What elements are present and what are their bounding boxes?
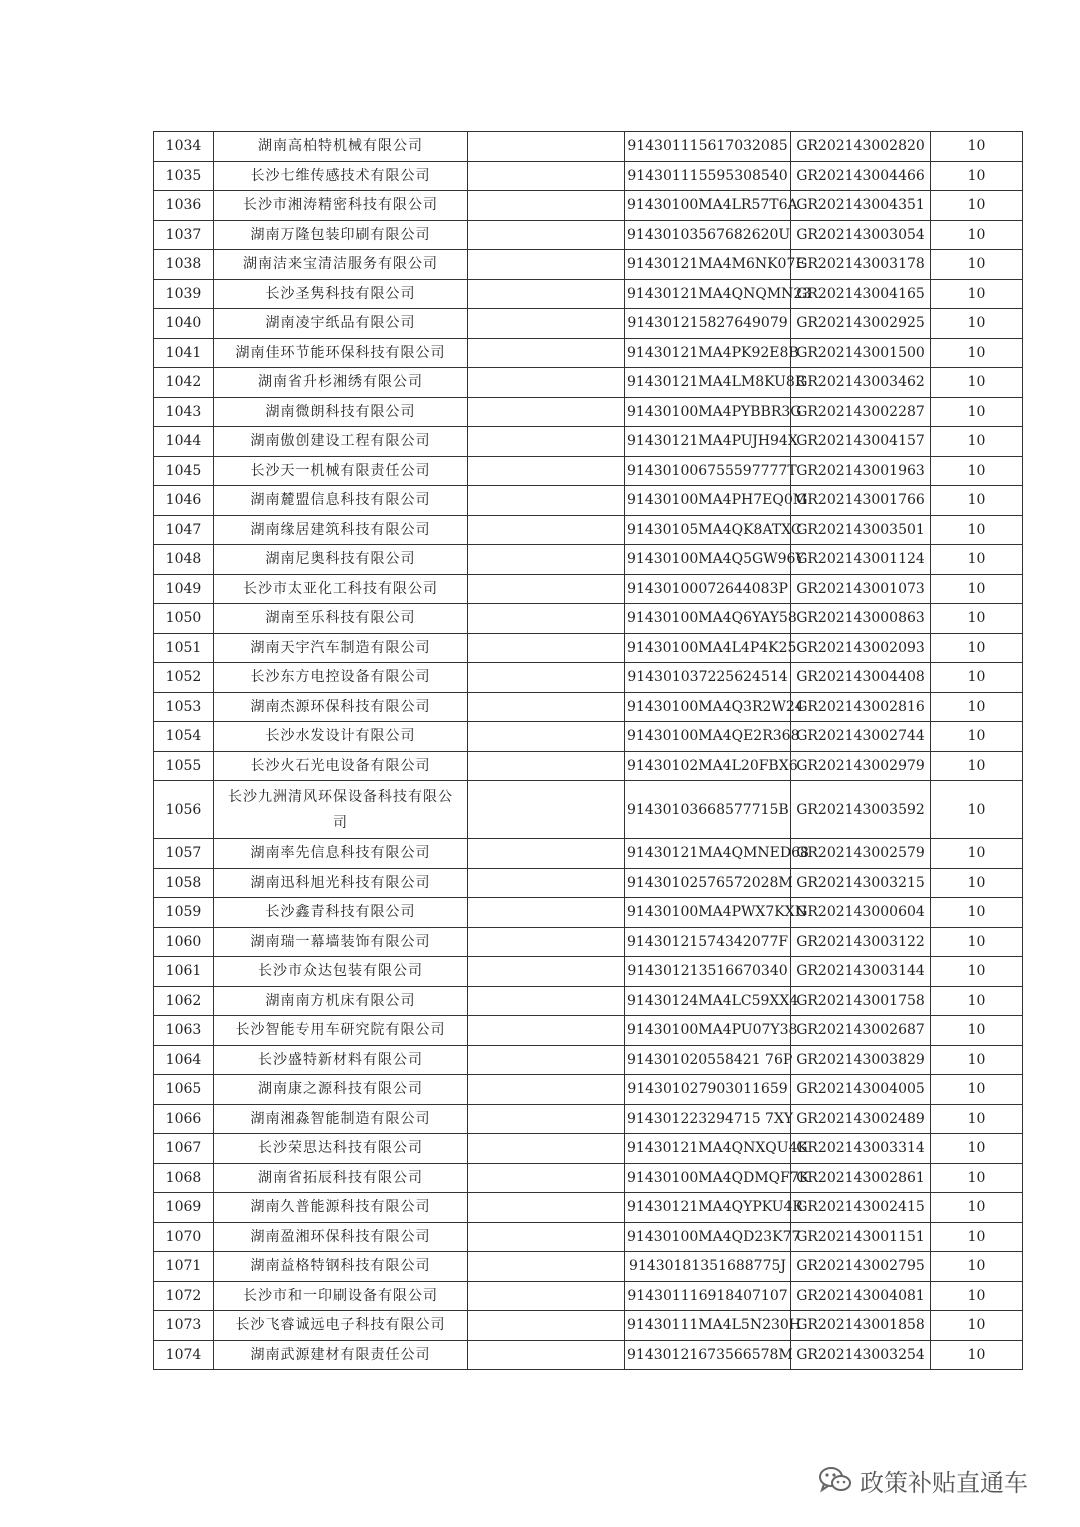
row-number-cell: 1056 bbox=[154, 781, 214, 839]
row-number-cell: 1053 bbox=[154, 692, 214, 722]
table-row bbox=[154, 279, 1023, 309]
credit-code-cell: 91430121574342077F bbox=[625, 927, 791, 957]
company-name-cell: 湖南洁来宝清洁服务有限公司 bbox=[214, 250, 468, 280]
credit-code-cell: 91430100MA4Q5GW96Y bbox=[625, 545, 791, 575]
table-row bbox=[154, 1016, 1023, 1046]
table-row bbox=[154, 957, 1023, 987]
blank-cell bbox=[468, 545, 625, 575]
blank-cell bbox=[468, 515, 625, 545]
row-number-cell: 1057 bbox=[154, 839, 214, 869]
company-name-cell: 长沙智能专用车研究院有限公司 bbox=[214, 1016, 468, 1046]
row-number-cell: 1058 bbox=[154, 868, 214, 898]
blank-cell bbox=[468, 220, 625, 250]
table-row bbox=[154, 604, 1023, 634]
credit-code-cell: 91430121MA4M6NK07E bbox=[625, 250, 791, 280]
blank-cell bbox=[468, 986, 625, 1016]
certificate-number-cell: GR202143003054 bbox=[791, 220, 931, 250]
blank-cell bbox=[468, 898, 625, 928]
blank-cell bbox=[468, 663, 625, 693]
row-number-cell: 1051 bbox=[154, 633, 214, 663]
credit-code-cell: 91430181351688775J bbox=[625, 1252, 791, 1282]
watermark-text: 政策补贴直通车 bbox=[860, 1468, 1028, 1497]
certificate-number-cell: GR202143002820 bbox=[791, 132, 931, 162]
score-cell: 10 bbox=[931, 1134, 1023, 1164]
certificate-number-cell: GR202143002795 bbox=[791, 1252, 931, 1282]
credit-code-cell: 91430121MA4LM8KU8R bbox=[625, 368, 791, 398]
table-row bbox=[154, 132, 1023, 162]
table-row bbox=[154, 663, 1023, 693]
credit-code-cell: 914301027903011659 bbox=[625, 1075, 791, 1105]
score-cell: 10 bbox=[931, 545, 1023, 575]
row-number-cell: 1046 bbox=[154, 486, 214, 516]
blank-cell bbox=[468, 1104, 625, 1134]
table-row bbox=[154, 1045, 1023, 1075]
row-number-cell: 1066 bbox=[154, 1104, 214, 1134]
row-number-cell: 1040 bbox=[154, 309, 214, 339]
table-row bbox=[154, 751, 1023, 781]
score-cell: 10 bbox=[931, 1016, 1023, 1046]
score-cell: 10 bbox=[931, 486, 1023, 516]
score-cell: 10 bbox=[931, 1311, 1023, 1341]
blank-cell bbox=[468, 161, 625, 191]
row-number-cell: 1037 bbox=[154, 220, 214, 250]
certificate-number-cell: GR202143003178 bbox=[791, 250, 931, 280]
company-name-cell: 长沙九洲清风环保设备科技有限公司 bbox=[214, 781, 468, 839]
blank-cell bbox=[468, 1016, 625, 1046]
credit-code-cell: 91430100MA4QE2R368 bbox=[625, 722, 791, 752]
company-name-cell: 湖南凌宇纸品有限公司 bbox=[214, 309, 468, 339]
score-cell: 10 bbox=[931, 574, 1023, 604]
certificate-number-cell: GR202143004005 bbox=[791, 1075, 931, 1105]
credit-code-cell: 914301020558421 76P bbox=[625, 1045, 791, 1075]
credit-code-cell: 914301213516670340 bbox=[625, 957, 791, 987]
company-name-cell: 湖南迅科旭光科技有限公司 bbox=[214, 868, 468, 898]
company-name-cell: 湖南湘淼智能制造有限公司 bbox=[214, 1104, 468, 1134]
table-row bbox=[154, 1163, 1023, 1193]
table-row bbox=[154, 456, 1023, 486]
score-cell: 10 bbox=[931, 986, 1023, 1016]
blank-cell bbox=[468, 427, 625, 457]
blank-cell bbox=[468, 1340, 625, 1370]
table-row bbox=[154, 722, 1023, 752]
table-row bbox=[154, 250, 1023, 280]
row-number-cell: 1062 bbox=[154, 986, 214, 1016]
company-name-cell: 湖南佳环节能环保科技有限公司 bbox=[214, 338, 468, 368]
score-cell: 10 bbox=[931, 604, 1023, 634]
certificate-number-cell: GR202143002979 bbox=[791, 751, 931, 781]
score-cell: 10 bbox=[931, 868, 1023, 898]
score-cell: 10 bbox=[931, 1104, 1023, 1134]
table-row bbox=[154, 545, 1023, 575]
certificate-number-cell: GR202143003122 bbox=[791, 927, 931, 957]
row-number-cell: 1034 bbox=[154, 132, 214, 162]
credit-code-cell: 91430111MA4L5N230H bbox=[625, 1311, 791, 1341]
certificate-number-cell: GR202143001766 bbox=[791, 486, 931, 516]
certificate-number-cell: GR202143000604 bbox=[791, 898, 931, 928]
row-number-cell: 1068 bbox=[154, 1163, 214, 1193]
credit-code-cell: 91430100MA4Q6YAY58 bbox=[625, 604, 791, 634]
blank-cell bbox=[468, 1134, 625, 1164]
company-list-table bbox=[153, 131, 1023, 1370]
score-cell: 10 bbox=[931, 839, 1023, 869]
score-cell: 10 bbox=[931, 781, 1023, 839]
certificate-number-cell: GR202143001073 bbox=[791, 574, 931, 604]
credit-code-cell: 914301006755597777T bbox=[625, 456, 791, 486]
company-name-cell: 湖南率先信息科技有限公司 bbox=[214, 839, 468, 869]
company-name-cell: 长沙市太亚化工科技有限公司 bbox=[214, 574, 468, 604]
score-cell: 10 bbox=[931, 338, 1023, 368]
certificate-number-cell: GR202143004157 bbox=[791, 427, 931, 457]
table-row bbox=[154, 1252, 1023, 1282]
row-number-cell: 1070 bbox=[154, 1222, 214, 1252]
certificate-number-cell: GR202143003592 bbox=[791, 781, 931, 839]
credit-code-cell: 914301223294715 7XY bbox=[625, 1104, 791, 1134]
score-cell: 10 bbox=[931, 927, 1023, 957]
blank-cell bbox=[468, 1311, 625, 1341]
row-number-cell: 1039 bbox=[154, 279, 214, 309]
row-number-cell: 1047 bbox=[154, 515, 214, 545]
credit-code-cell: 91430103567682620U bbox=[625, 220, 791, 250]
table-row bbox=[154, 309, 1023, 339]
credit-code-cell: 914301115595308540 bbox=[625, 161, 791, 191]
company-name-cell: 长沙东方电控设备有限公司 bbox=[214, 663, 468, 693]
row-number-cell: 1035 bbox=[154, 161, 214, 191]
blank-cell bbox=[468, 1163, 625, 1193]
score-cell: 10 bbox=[931, 1075, 1023, 1105]
row-number-cell: 1069 bbox=[154, 1193, 214, 1223]
table-row bbox=[154, 368, 1023, 398]
blank-cell bbox=[468, 1222, 625, 1252]
score-cell: 10 bbox=[931, 633, 1023, 663]
company-name-cell: 长沙荣思达科技有限公司 bbox=[214, 1134, 468, 1164]
row-number-cell: 1038 bbox=[154, 250, 214, 280]
score-cell: 10 bbox=[931, 250, 1023, 280]
wechat-icon bbox=[818, 1465, 852, 1495]
blank-cell bbox=[468, 604, 625, 634]
credit-code-cell: 91430100MA4PYBBR3G bbox=[625, 397, 791, 427]
row-number-cell: 1064 bbox=[154, 1045, 214, 1075]
credit-code-cell: 914301116918407107 bbox=[625, 1281, 791, 1311]
blank-cell bbox=[468, 692, 625, 722]
company-name-cell: 长沙飞睿诚远电子科技有限公司 bbox=[214, 1311, 468, 1341]
row-number-cell: 1036 bbox=[154, 191, 214, 221]
blank-cell bbox=[468, 279, 625, 309]
certificate-number-cell: GR202143003254 bbox=[791, 1340, 931, 1370]
certificate-number-cell: GR202143002925 bbox=[791, 309, 931, 339]
row-number-cell: 1054 bbox=[154, 722, 214, 752]
credit-code-cell: 914301115617032085 bbox=[625, 132, 791, 162]
blank-cell bbox=[468, 1045, 625, 1075]
credit-code-cell: 91430121MA4QNQMN23 bbox=[625, 279, 791, 309]
certificate-number-cell: GR202143001500 bbox=[791, 338, 931, 368]
credit-code-cell: 91430121673566578M bbox=[625, 1340, 791, 1370]
certificate-number-cell: GR202143003144 bbox=[791, 957, 931, 987]
certificate-number-cell: GR202143004466 bbox=[791, 161, 931, 191]
credit-code-cell: 91430100MA4LR57T6A bbox=[625, 191, 791, 221]
row-number-cell: 1050 bbox=[154, 604, 214, 634]
blank-cell bbox=[468, 839, 625, 869]
score-cell: 10 bbox=[931, 220, 1023, 250]
score-cell: 10 bbox=[931, 397, 1023, 427]
certificate-number-cell: GR202143002489 bbox=[791, 1104, 931, 1134]
credit-code-cell: 91430100MA4PU07Y38 bbox=[625, 1016, 791, 1046]
credit-code-cell: 91430100MA4PH7EQ0M bbox=[625, 486, 791, 516]
row-number-cell: 1049 bbox=[154, 574, 214, 604]
company-name-cell: 长沙七维传感技术有限公司 bbox=[214, 161, 468, 191]
certificate-number-cell: GR202143004165 bbox=[791, 279, 931, 309]
company-name-cell: 湖南久普能源科技有限公司 bbox=[214, 1193, 468, 1223]
table-row bbox=[154, 1340, 1023, 1370]
row-number-cell: 1055 bbox=[154, 751, 214, 781]
row-number-cell: 1067 bbox=[154, 1134, 214, 1164]
certificate-number-cell: GR202143002861 bbox=[791, 1163, 931, 1193]
row-number-cell: 1042 bbox=[154, 368, 214, 398]
table-row bbox=[154, 1281, 1023, 1311]
table-row bbox=[154, 1075, 1023, 1105]
certificate-number-cell: GR202143001858 bbox=[791, 1311, 931, 1341]
company-name-cell: 湖南至乐科技有限公司 bbox=[214, 604, 468, 634]
score-cell: 10 bbox=[931, 1281, 1023, 1311]
table-row bbox=[154, 1193, 1023, 1223]
company-name-cell: 湖南瑞一幕墙装饰有限公司 bbox=[214, 927, 468, 957]
table-row bbox=[154, 898, 1023, 928]
blank-cell bbox=[468, 1075, 625, 1105]
blank-cell bbox=[468, 250, 625, 280]
blank-cell bbox=[468, 1193, 625, 1223]
credit-code-cell: 914301215827649079 bbox=[625, 309, 791, 339]
watermark bbox=[818, 1462, 1028, 1498]
certificate-number-cell: GR202143003501 bbox=[791, 515, 931, 545]
certificate-number-cell: GR202143001151 bbox=[791, 1222, 931, 1252]
blank-cell bbox=[468, 781, 625, 839]
blank-cell bbox=[468, 309, 625, 339]
table-row bbox=[154, 220, 1023, 250]
company-name-cell: 湖南省升杉湘绣有限公司 bbox=[214, 368, 468, 398]
row-number-cell: 1073 bbox=[154, 1311, 214, 1341]
company-name-cell: 湖南省拓辰科技有限公司 bbox=[214, 1163, 468, 1193]
table-row bbox=[154, 515, 1023, 545]
score-cell: 10 bbox=[931, 751, 1023, 781]
credit-code-cell: 91430103668577715B bbox=[625, 781, 791, 839]
company-name-cell: 湖南天宇汽车制造有限公司 bbox=[214, 633, 468, 663]
company-name-cell: 长沙鑫青科技有限公司 bbox=[214, 898, 468, 928]
score-cell: 10 bbox=[931, 1045, 1023, 1075]
table-row bbox=[154, 1311, 1023, 1341]
company-name-cell: 长沙天一机械有限责任公司 bbox=[214, 456, 468, 486]
credit-code-cell: 91430100MA4QDMQF7K bbox=[625, 1163, 791, 1193]
company-name-cell: 湖南杰源环保科技有限公司 bbox=[214, 692, 468, 722]
company-name-cell: 湖南微朗科技有限公司 bbox=[214, 397, 468, 427]
certificate-number-cell: GR202143002415 bbox=[791, 1193, 931, 1223]
row-number-cell: 1045 bbox=[154, 456, 214, 486]
row-number-cell: 1065 bbox=[154, 1075, 214, 1105]
company-name-cell: 湖南武源建材有限责任公司 bbox=[214, 1340, 468, 1370]
row-number-cell: 1059 bbox=[154, 898, 214, 928]
blank-cell bbox=[468, 633, 625, 663]
table-row bbox=[154, 868, 1023, 898]
blank-cell bbox=[468, 927, 625, 957]
certificate-number-cell: GR202143002287 bbox=[791, 397, 931, 427]
table-row bbox=[154, 427, 1023, 457]
score-cell: 10 bbox=[931, 692, 1023, 722]
credit-code-cell: 91430105MA4QK8ATXC bbox=[625, 515, 791, 545]
table-row bbox=[154, 986, 1023, 1016]
company-name-cell: 湖南南方机床有限公司 bbox=[214, 986, 468, 1016]
score-cell: 10 bbox=[931, 515, 1023, 545]
blank-cell bbox=[468, 957, 625, 987]
table-row bbox=[154, 1134, 1023, 1164]
table-row bbox=[154, 1104, 1023, 1134]
blank-cell bbox=[468, 338, 625, 368]
company-name-cell: 长沙火石光电设备有限公司 bbox=[214, 751, 468, 781]
credit-code-cell: 91430100MA4PWX7KXN bbox=[625, 898, 791, 928]
company-name-cell: 湖南益格特钢科技有限公司 bbox=[214, 1252, 468, 1282]
certificate-number-cell: GR202143000863 bbox=[791, 604, 931, 634]
table-row bbox=[154, 781, 1023, 839]
certificate-number-cell: GR202143003462 bbox=[791, 368, 931, 398]
score-cell: 10 bbox=[931, 427, 1023, 457]
certificate-number-cell: GR202143002687 bbox=[791, 1016, 931, 1046]
row-number-cell: 1061 bbox=[154, 957, 214, 987]
table-row bbox=[154, 161, 1023, 191]
credit-code-cell: 91430121MA4PUJH94X bbox=[625, 427, 791, 457]
table-row bbox=[154, 397, 1023, 427]
company-name-cell: 湖南尼奥科技有限公司 bbox=[214, 545, 468, 575]
score-cell: 10 bbox=[931, 957, 1023, 987]
credit-code-cell: 91430100MA4L4P4K25 bbox=[625, 633, 791, 663]
score-cell: 10 bbox=[931, 191, 1023, 221]
certificate-number-cell: GR202143003314 bbox=[791, 1134, 931, 1164]
row-number-cell: 1063 bbox=[154, 1016, 214, 1046]
certificate-number-cell: GR202143003829 bbox=[791, 1045, 931, 1075]
certificate-number-cell: GR202143002816 bbox=[791, 692, 931, 722]
blank-cell bbox=[468, 722, 625, 752]
blank-cell bbox=[468, 574, 625, 604]
score-cell: 10 bbox=[931, 1340, 1023, 1370]
company-name-cell: 长沙圣隽科技有限公司 bbox=[214, 279, 468, 309]
company-name-cell: 湖南傲创建设工程有限公司 bbox=[214, 427, 468, 457]
table-row bbox=[154, 692, 1023, 722]
row-number-cell: 1044 bbox=[154, 427, 214, 457]
row-number-cell: 1048 bbox=[154, 545, 214, 575]
blank-cell bbox=[468, 191, 625, 221]
certificate-number-cell: GR202143004408 bbox=[791, 663, 931, 693]
credit-code-cell: 91430102MA4L20FBX6 bbox=[625, 751, 791, 781]
score-cell: 10 bbox=[931, 1163, 1023, 1193]
company-name-cell: 长沙市众达包装有限公司 bbox=[214, 957, 468, 987]
company-name-cell: 湖南万隆包装印刷有限公司 bbox=[214, 220, 468, 250]
certificate-number-cell: GR202143002093 bbox=[791, 633, 931, 663]
credit-code-cell: 91430121MA4QNXQU4K bbox=[625, 1134, 791, 1164]
row-number-cell: 1041 bbox=[154, 338, 214, 368]
credit-code-cell: 91430121MA4QYPKU4R bbox=[625, 1193, 791, 1223]
table-row bbox=[154, 338, 1023, 368]
score-cell: 10 bbox=[931, 456, 1023, 486]
blank-cell bbox=[468, 486, 625, 516]
score-cell: 10 bbox=[931, 663, 1023, 693]
blank-cell bbox=[468, 1281, 625, 1311]
company-name-cell: 湖南高柏特机械有限公司 bbox=[214, 132, 468, 162]
row-number-cell: 1071 bbox=[154, 1252, 214, 1282]
row-number-cell: 1060 bbox=[154, 927, 214, 957]
credit-code-cell: 91430121MA4PK92E8B bbox=[625, 338, 791, 368]
certificate-number-cell: GR202143001124 bbox=[791, 545, 931, 575]
certificate-number-cell: GR202143002744 bbox=[791, 722, 931, 752]
score-cell: 10 bbox=[931, 161, 1023, 191]
credit-code-cell: 91430102576572028M bbox=[625, 868, 791, 898]
blank-cell bbox=[468, 132, 625, 162]
blank-cell bbox=[468, 456, 625, 486]
certificate-number-cell: GR202143001758 bbox=[791, 986, 931, 1016]
score-cell: 10 bbox=[931, 898, 1023, 928]
credit-code-cell: 914301037225624514 bbox=[625, 663, 791, 693]
score-cell: 10 bbox=[931, 132, 1023, 162]
table-row bbox=[154, 1222, 1023, 1252]
row-number-cell: 1074 bbox=[154, 1340, 214, 1370]
certificate-number-cell: GR202143004351 bbox=[791, 191, 931, 221]
company-name-cell: 长沙盛特新材料有限公司 bbox=[214, 1045, 468, 1075]
blank-cell bbox=[468, 751, 625, 781]
table-row bbox=[154, 486, 1023, 516]
credit-code-cell: 91430100MA4Q3R2W24 bbox=[625, 692, 791, 722]
blank-cell bbox=[468, 1252, 625, 1282]
company-name-cell: 湖南麓盟信息科技有限公司 bbox=[214, 486, 468, 516]
company-name-cell: 湖南康之源科技有限公司 bbox=[214, 1075, 468, 1105]
table-row bbox=[154, 927, 1023, 957]
company-name-cell: 湖南盈湘环保科技有限公司 bbox=[214, 1222, 468, 1252]
score-cell: 10 bbox=[931, 1252, 1023, 1282]
credit-code-cell: 91430121MA4QMNED68 bbox=[625, 839, 791, 869]
score-cell: 10 bbox=[931, 279, 1023, 309]
row-number-cell: 1072 bbox=[154, 1281, 214, 1311]
certificate-number-cell: GR202143002579 bbox=[791, 839, 931, 869]
credit-code-cell: 91430100MA4QD23K77 bbox=[625, 1222, 791, 1252]
score-cell: 10 bbox=[931, 309, 1023, 339]
table-row bbox=[154, 633, 1023, 663]
company-name-cell: 长沙水发设计有限公司 bbox=[214, 722, 468, 752]
credit-code-cell: 91430124MA4LC59XX4 bbox=[625, 986, 791, 1016]
blank-cell bbox=[468, 868, 625, 898]
certificate-number-cell: GR202143003215 bbox=[791, 868, 931, 898]
table-row bbox=[154, 574, 1023, 604]
company-name-cell: 湖南缘居建筑科技有限公司 bbox=[214, 515, 468, 545]
row-number-cell: 1043 bbox=[154, 397, 214, 427]
score-cell: 10 bbox=[931, 1222, 1023, 1252]
table-row bbox=[154, 839, 1023, 869]
certificate-number-cell: GR202143004081 bbox=[791, 1281, 931, 1311]
credit-code-cell: 91430100072644083P bbox=[625, 574, 791, 604]
certificate-number-cell: GR202143001963 bbox=[791, 456, 931, 486]
score-cell: 10 bbox=[931, 722, 1023, 752]
blank-cell bbox=[468, 368, 625, 398]
row-number-cell: 1052 bbox=[154, 663, 214, 693]
company-name-cell: 长沙市湘涛精密科技有限公司 bbox=[214, 191, 468, 221]
table-row bbox=[154, 191, 1023, 221]
blank-cell bbox=[468, 397, 625, 427]
company-name-cell: 长沙市和一印刷设备有限公司 bbox=[214, 1281, 468, 1311]
score-cell: 10 bbox=[931, 1193, 1023, 1223]
score-cell: 10 bbox=[931, 368, 1023, 398]
